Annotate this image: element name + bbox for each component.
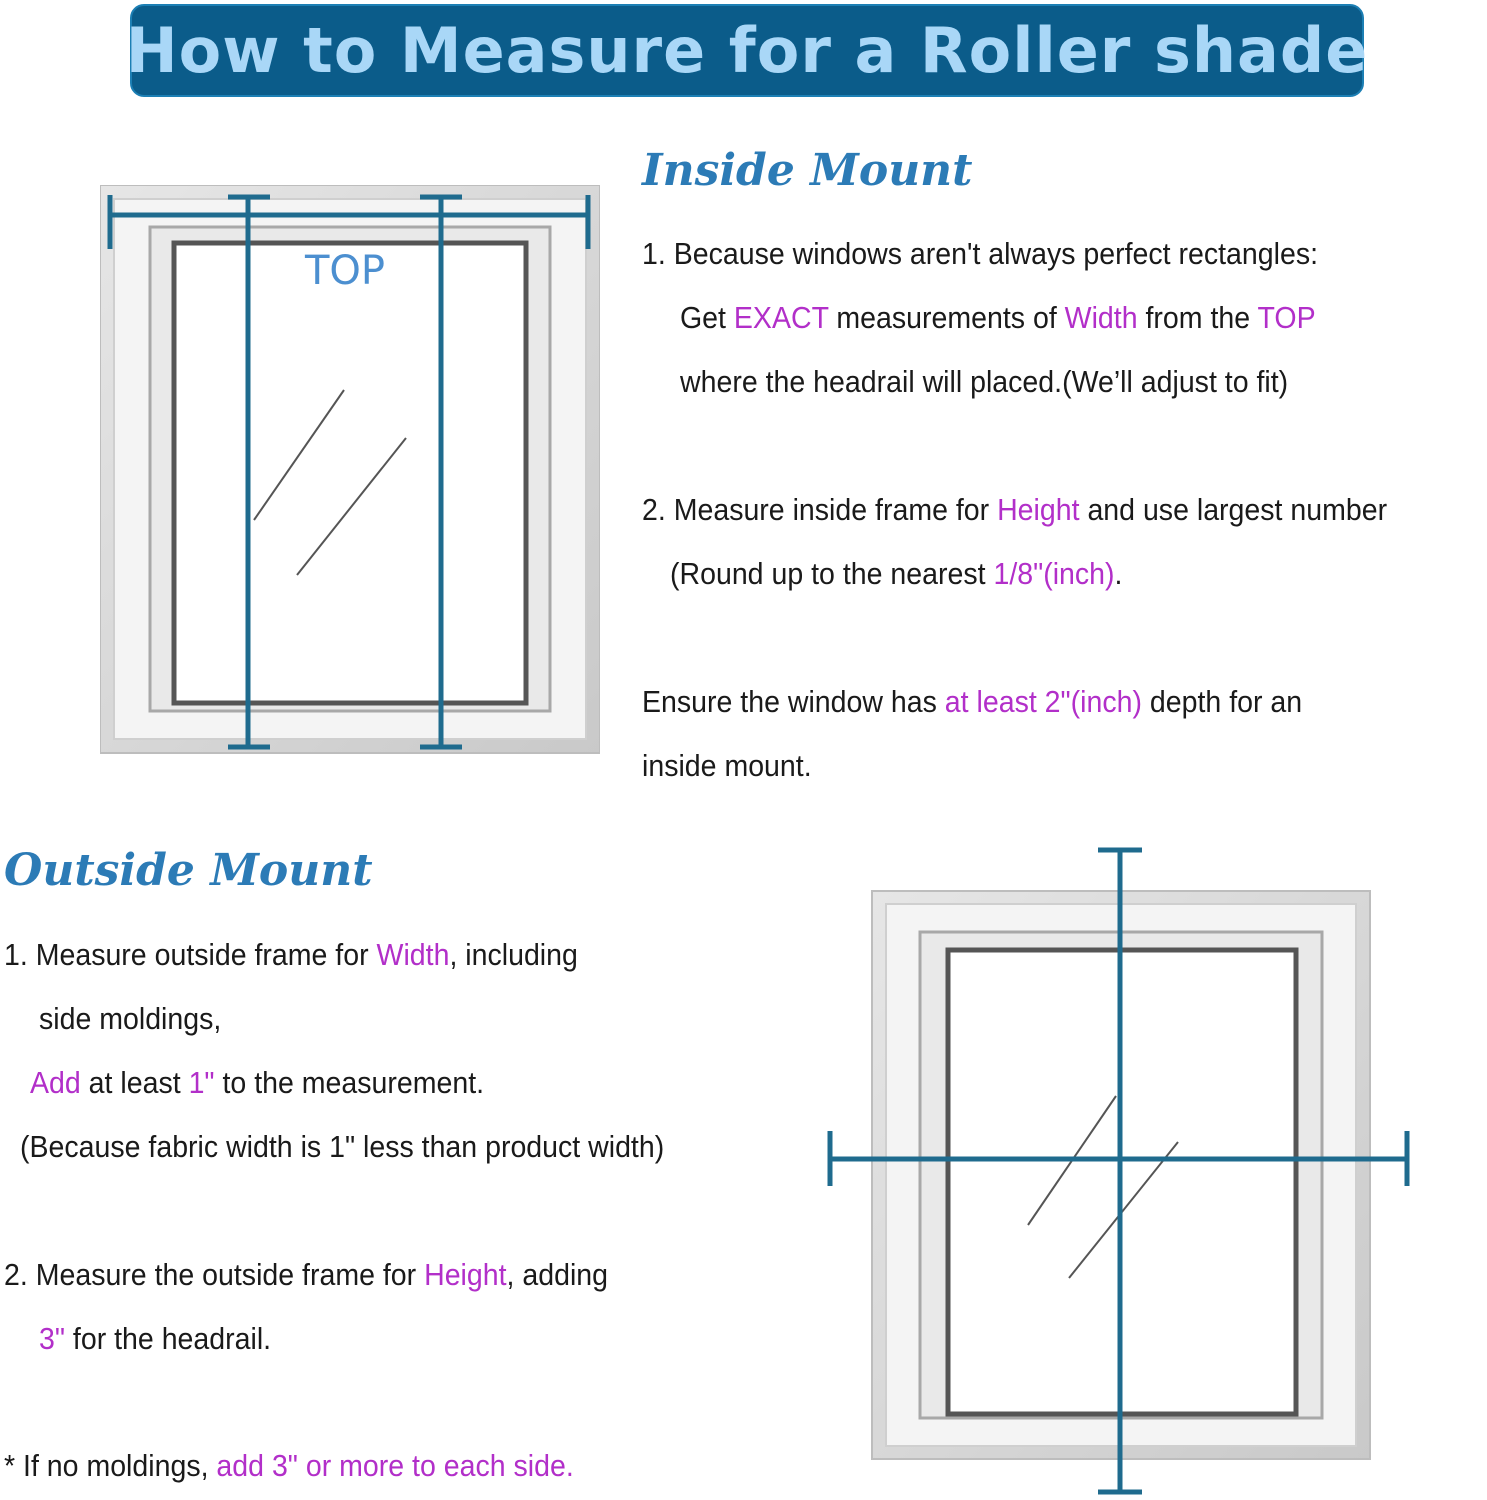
inside-mount-heading: Inside Mount xyxy=(642,145,973,196)
outside-mount-line xyxy=(20,1127,664,1167)
instruction-text: and use largest number xyxy=(1079,492,1388,527)
highlight-text: TOP xyxy=(1257,300,1316,335)
instruction-text: where the headrail will placed.(We’ll adjust to fit) xyxy=(680,364,1289,399)
highlight-text: Add xyxy=(30,1065,81,1100)
outside-mount-line xyxy=(4,1255,608,1295)
instruction-text: Get xyxy=(680,300,734,335)
highlight-text: Height xyxy=(424,1257,507,1292)
inside-mount-line xyxy=(642,234,1318,274)
highlight-text: Height xyxy=(997,492,1080,527)
instruction-text: depth for an xyxy=(1141,684,1303,719)
instruction-text: 1. Because windows aren't always perfect rectangles: xyxy=(642,236,1319,271)
outside-mount-line xyxy=(30,1063,484,1103)
instruction-text: (Because fabric width is 1" less than product width) xyxy=(20,1129,665,1164)
instruction-text: * If no moldings, xyxy=(4,1448,217,1483)
highlight-text: EXACT xyxy=(733,300,829,335)
outside-mount-heading: Outside Mount xyxy=(4,845,373,896)
outside-mount-line xyxy=(4,1446,574,1486)
inside-mount-line xyxy=(642,682,1302,722)
instruction-text: Ensure the window has xyxy=(642,684,945,719)
highlight-text: 1" xyxy=(188,1065,215,1100)
highlight-text: Width xyxy=(1064,300,1138,335)
instruction-text: , including xyxy=(449,937,578,972)
highlight-text: Width xyxy=(376,937,450,972)
page-title: How to Measure for a Roller shade xyxy=(125,14,1369,87)
instruction-text: 2. Measure the outside frame for xyxy=(4,1257,425,1292)
highlight-text: add 3" or more to each side. xyxy=(216,1448,574,1483)
inside-mount-line xyxy=(642,490,1387,530)
inside-mount-line xyxy=(670,554,1122,594)
instruction-text: for the headrail. xyxy=(64,1321,272,1356)
instruction-text: measurements of xyxy=(828,300,1065,335)
instruction-text: inside mount. xyxy=(642,748,812,783)
instruction-text: 2. Measure inside frame for xyxy=(642,492,998,527)
outside-mount-line xyxy=(39,1319,271,1359)
instruction-text: (Round up to the nearest xyxy=(670,556,994,591)
inside-mount-line xyxy=(642,746,812,786)
title-banner xyxy=(125,4,1369,97)
instruction-text: . xyxy=(1114,556,1123,591)
inside-mount-line xyxy=(680,362,1288,402)
inside-mount-line xyxy=(680,298,1316,338)
instruction-text: 1. Measure outside frame for xyxy=(4,937,377,972)
instruction-text: side moldings, xyxy=(39,1001,222,1036)
instruction-text: from the xyxy=(1137,300,1258,335)
outside-mount-diagram xyxy=(826,846,1416,1498)
instruction-text: at least xyxy=(80,1065,189,1100)
highlight-text: 3" xyxy=(39,1321,65,1356)
outside-mount-line xyxy=(4,935,578,975)
instruction-text: to the measurement. xyxy=(214,1065,485,1100)
outside-mount-line xyxy=(39,999,221,1039)
instruction-text: , adding xyxy=(506,1257,609,1292)
highlight-text: 1/8"(inch) xyxy=(993,556,1115,591)
highlight-text: at least 2"(inch) xyxy=(944,684,1142,719)
top-label: TOP xyxy=(305,248,386,294)
